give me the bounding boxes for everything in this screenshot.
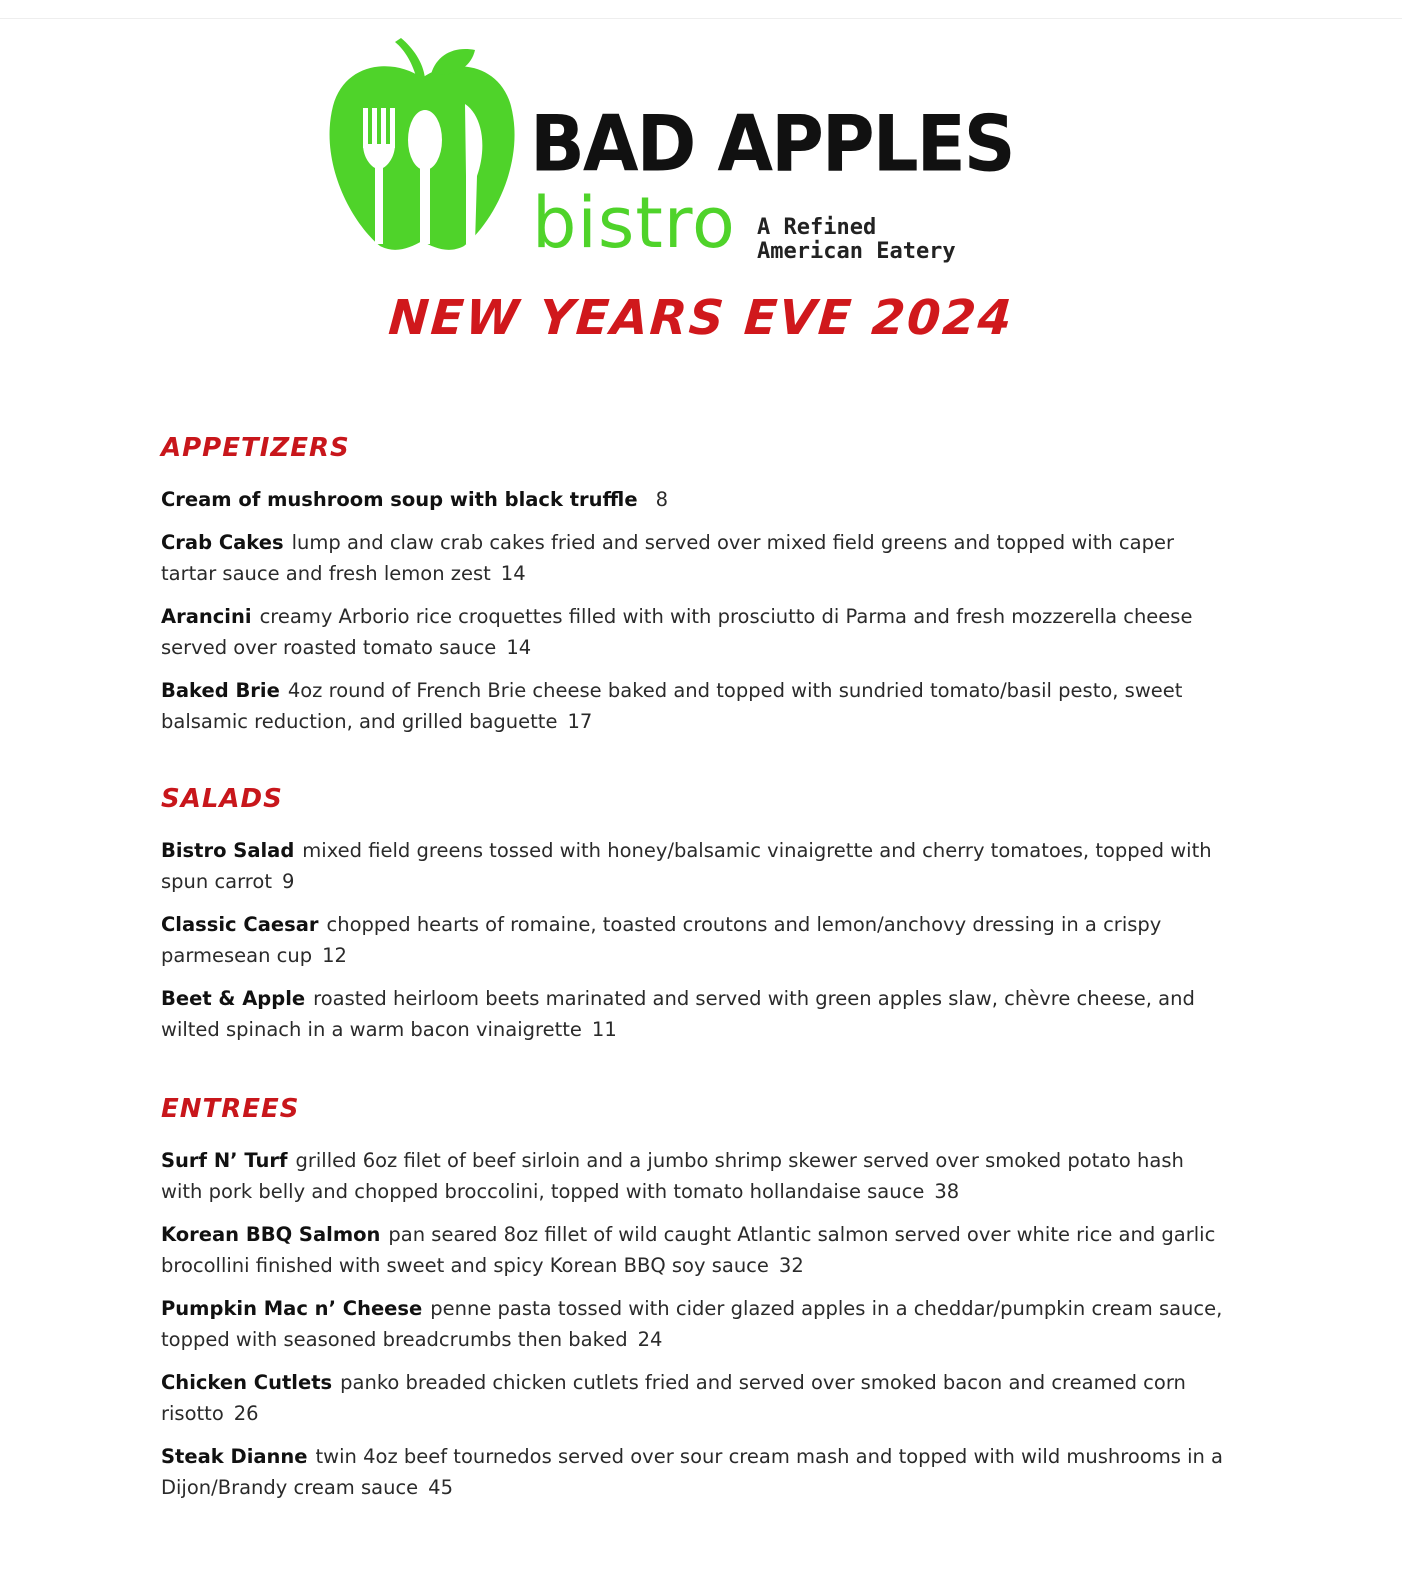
menu-item: [161, 1293, 1231, 1355]
item-description: lump and claw crab cakes fried and served over mixed field greens and topped with caper tartar sauce and fresh lemon zest: [161, 531, 1174, 585]
item-price: 14: [500, 562, 526, 585]
item-description: roasted heirloom beets marinated and served with green apples slaw, chèvre cheese, and wilted spinach in a warm bacon vinaigrette: [161, 987, 1195, 1041]
item-price: 14: [506, 636, 532, 659]
item-description: twin 4oz beef tournedos served over sour cream mash and topped with wild mushrooms in a Dijon/Brandy cream sauce: [161, 1445, 1224, 1499]
section-appetizers: [161, 430, 1231, 737]
brand-tagline: A Refined American Eatery: [757, 215, 956, 264]
item-name: Arancini: [161, 605, 252, 628]
item-price: 38: [934, 1180, 960, 1203]
section-title: ENTREES: [161, 1094, 300, 1124]
menu-item: [161, 835, 1231, 897]
item-price: 32: [778, 1254, 804, 1277]
section-entrees: [161, 1091, 1231, 1503]
menu-item: [161, 527, 1231, 589]
item-description: 4oz round of French Brie cheese baked and topped with sundried tomato/basil pesto, sweet balsamic reduction, and grilled baguette: [161, 679, 1183, 733]
item-description: grilled 6oz filet of beef sirloin and a jumbo shrimp skewer served over smoked potato hash with pork belly and chopped broccolini, topped with tomato hollandaise sauce: [161, 1149, 1184, 1203]
item-price: 9: [281, 870, 295, 893]
item-price: 11: [591, 1018, 617, 1041]
item-description: chopped hearts of romaine, toasted croutons and lemon/anchovy dressing in a crispy parmesean cup: [161, 913, 1162, 967]
top-divider: [0, 18, 1402, 19]
event-title: NEW YEARS EVE 2024: [386, 290, 1016, 346]
item-description: creamy Arborio rice croquettes filled with with prosciutto di Parma and fresh mozzerella cheese served over roasted tomato sauce: [161, 605, 1193, 659]
menu-item: [161, 601, 1231, 663]
item-price: 24: [637, 1328, 663, 1351]
menu-item: [161, 1441, 1231, 1503]
apple-fork-spoon-knife-icon: [325, 36, 520, 251]
item-name: Pumpkin Mac n’ Cheese: [161, 1297, 423, 1320]
item-name: Korean BBQ Salmon: [161, 1223, 381, 1246]
restaurant-logo: [325, 36, 1025, 264]
item-name: Surf N’ Turf: [161, 1149, 288, 1172]
item-name: Cream of mushroom soup with black truffle: [161, 488, 638, 511]
item-price: 26: [233, 1402, 259, 1425]
item-name: Chicken Cutlets: [161, 1371, 333, 1394]
item-price: 8: [655, 488, 668, 511]
menu-item: [161, 1219, 1231, 1281]
item-price: 12: [322, 944, 347, 967]
menu-item: [161, 484, 1231, 515]
item-description: panko breaded chicken cutlets fried and served over smoked bacon and creamed corn risotto: [161, 1371, 1186, 1425]
item-name: Crab Cakes: [161, 531, 284, 554]
item-description: pan seared 8oz fillet of wild caught Atlantic salmon served over white rice and garlic brocollini finished with sweet and spicy Korean BBQ soy sauce: [161, 1223, 1216, 1277]
brand-name: BAD APPLES: [530, 98, 1014, 189]
menu-item: [161, 1367, 1231, 1429]
section-title: APPETIZERS: [161, 433, 350, 463]
item-name: Bistro Salad: [161, 839, 295, 862]
menu: [161, 430, 1231, 1515]
item-name: Beet & Apple: [161, 987, 306, 1010]
section-title: SALADS: [161, 784, 283, 814]
brand-bistro: bistro: [532, 182, 736, 264]
item-name: Steak Dianne: [161, 1445, 308, 1468]
item-name: Classic Caesar: [161, 913, 319, 936]
menu-item: [161, 983, 1231, 1045]
item-price: 17: [567, 710, 593, 733]
item-name: Baked Brie: [161, 679, 280, 702]
item-price: 45: [428, 1476, 453, 1499]
menu-item: [161, 909, 1231, 971]
item-description: mixed field greens tossed with honey/balsamic vinaigrette and cherry tomatoes, topped with spun carrot: [161, 839, 1212, 893]
section-salads: [161, 781, 1231, 1045]
menu-item: [161, 675, 1231, 737]
menu-item: [161, 1145, 1231, 1207]
item-description: penne pasta tossed with cider glazed apples in a cheddar/pumpkin cream sauce, topped with seasoned breadcrumbs then baked: [161, 1297, 1223, 1351]
